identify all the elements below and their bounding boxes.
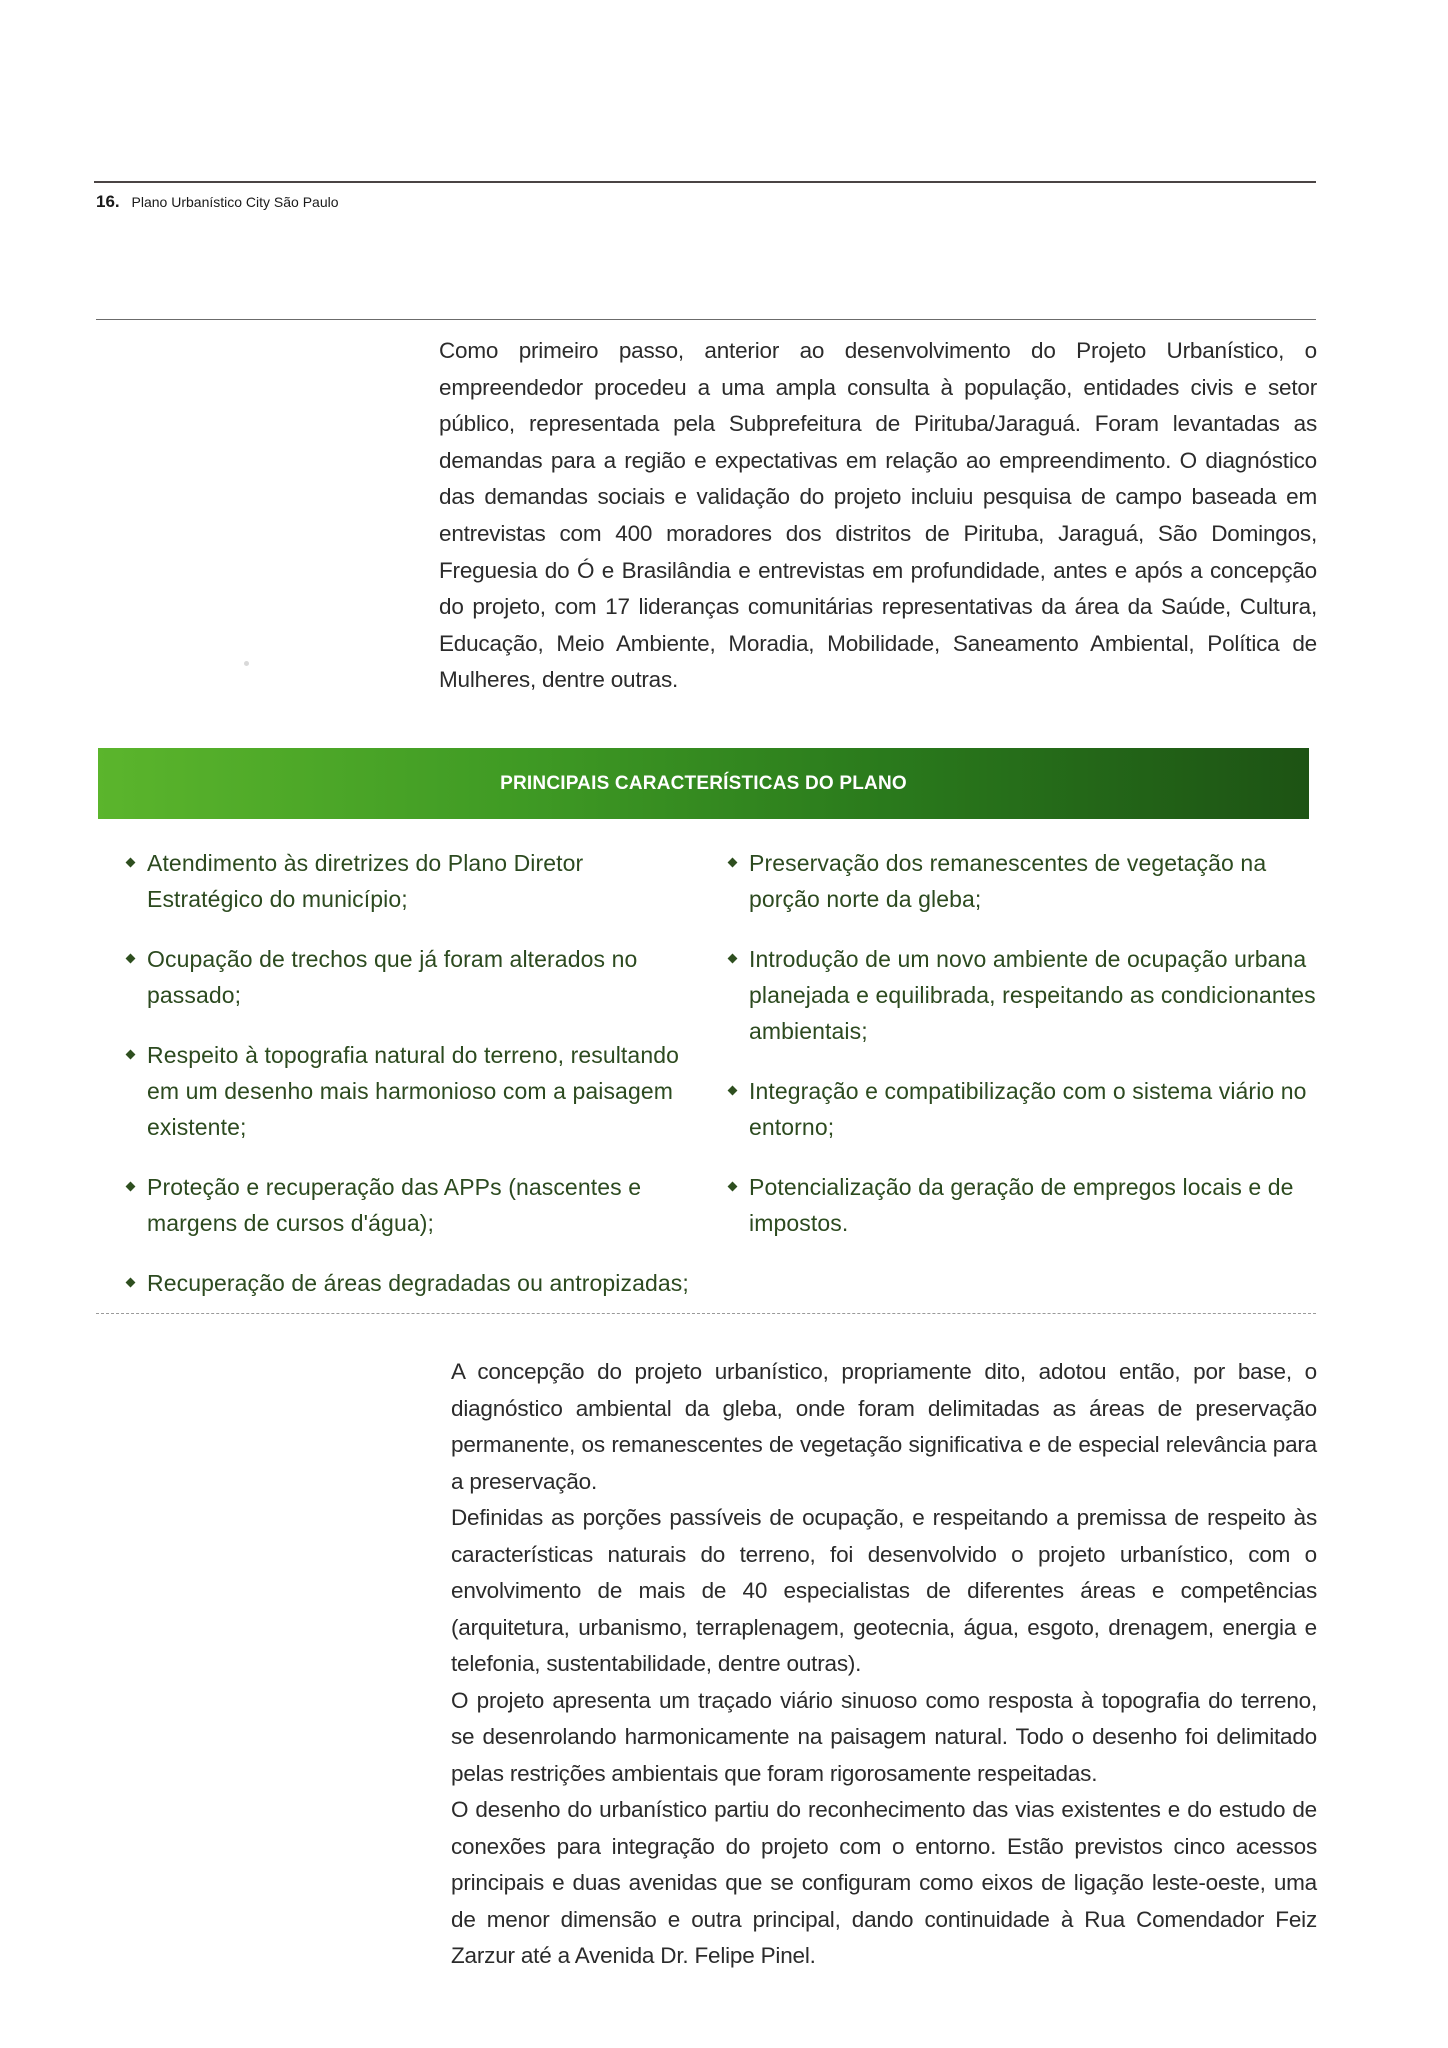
list-item-text: Recuperação de áreas degradadas ou antropizadas; (147, 1270, 689, 1296)
intro-paragraph: Como primeiro passo, anterior ao desenvolvimento do Projeto Urbanístico, o empreendedor procedeu a uma ampla consulta à população, entidades civis e setor público, representada pela Subprefeitura de Pirituba/Jaraguá. Foram levantadas as demandas para a região e expectativas em relação ao empreendimento. O diagnóstico das demandas sociais e validação do projeto incluiu pesquisa de campo baseada em entrevistas com 400 moradores dos distritos de Pirituba, Jaraguá, São Domingos, Freguesia do Ó e Brasilândia e entrevistas em profundidade, antes e após a concepção do projeto, com 17 lideranças comunitárias representativas da área da Saúde, Cultura, Educação, Meio Ambiente, Moradia, Mobilidade, Saneamento Ambiental, Política de Mulheres, dentre outras. (439, 338, 1317, 693)
list-item-text: Respeito à topografia natural do terreno, resultando em um desenho mais harmonioso com a paisagem existente; (147, 1042, 679, 1140)
list-item (127, 1037, 687, 1145)
characteristics-title: PRINCIPAIS CARACTERÍSTICAS DO PLANO (500, 772, 907, 794)
characteristics-list-left (127, 845, 687, 1325)
body-paragraph: Definidas as porções passíveis de ocupação, e respeitando a premissa de respeito às características naturais do terreno, foi desenvolvido o projeto urbanístico, com o envolvimento de mais de 40 especialistas de diferentes áreas e competências (arquitetura, urbanismo, terraplenagem, geotecnia, água, esgoto, drenagem, energia e telefonia, sustentabilidade, dentre outras). (451, 1505, 1317, 1676)
diamond-bullet-icon (728, 1182, 738, 1192)
diamond-bullet-icon (126, 1182, 136, 1192)
diamond-bullet-icon (126, 954, 136, 964)
list-item-text: Potencialização da geração de empregos locais e de impostos. (749, 1174, 1294, 1236)
intro-section (439, 333, 1317, 699)
list-item (729, 1073, 1319, 1145)
list-item (729, 1169, 1319, 1241)
list-item (127, 1169, 687, 1241)
section-divider (96, 319, 1316, 320)
body-paragraph: O desenho do urbanístico partiu do reconhecimento das vias existentes e do estudo de conexões para integração do projeto com o entorno. Estão previstos cinco acessos principais e duas avenidas que se configuram como eixos de ligação leste-oeste, uma de menor dimensão e outra principal, dando continuidade à Rua Comendador Feiz Zarzur até a Avenida Dr. Felipe Pinel. (451, 1797, 1317, 1968)
diamond-bullet-icon (728, 858, 738, 868)
list-item-text: Ocupação de trechos que já foram alterados no passado; (147, 946, 638, 1008)
page-number: 16. (96, 192, 120, 211)
characteristics-banner (98, 748, 1309, 819)
body-section (451, 1354, 1317, 1975)
list-item-text: Proteção e recuperação das APPs (nascentes e margens de cursos d'água); (147, 1174, 642, 1236)
list-item (127, 941, 687, 1013)
diamond-bullet-icon (728, 954, 738, 964)
list-item (127, 845, 687, 917)
list-item-text: Atendimento às diretrizes do Plano Diretor Estratégico do município; (147, 850, 584, 912)
list-item-text: Preservação dos remanescentes de vegetação na porção norte da gleba; (749, 850, 1267, 912)
characteristics-list-right (729, 845, 1319, 1265)
list-item-text: Introdução de um novo ambiente de ocupação urbana planejada e equilibrada, respeitando as condicionantes ambientais; (749, 946, 1316, 1044)
scan-speck (244, 661, 249, 666)
running-title: Plano Urbanístico City São Paulo (131, 194, 339, 210)
diamond-bullet-icon (728, 1086, 738, 1096)
diamond-bullet-icon (126, 858, 136, 868)
running-head (96, 192, 339, 212)
diamond-bullet-icon (126, 1050, 136, 1060)
list-item (127, 1265, 767, 1301)
header-rule (94, 181, 1316, 183)
list-item-text: Integração e compatibilização com o sistema viário no entorno; (749, 1078, 1307, 1140)
body-paragraph: A concepção do projeto urbanístico, propriamente dito, adotou então, por base, o diagnóstico ambiental da gleba, onde foram delimitadas as áreas de preservação permanente, os remanescentes de vegetação significativa e de especial relevância para a preservação. (451, 1359, 1317, 1494)
list-item (729, 845, 1319, 917)
diamond-bullet-icon (126, 1278, 136, 1288)
dotted-divider (96, 1313, 1316, 1314)
body-paragraph: O projeto apresenta um traçado viário sinuoso como resposta à topografia do terreno, se desenrolando harmonicamente na paisagem natural. Todo o desenho foi delimitado pelas restrições ambientais que foram rigorosamente respeitadas. (451, 1687, 1317, 1786)
list-item (729, 941, 1319, 1049)
